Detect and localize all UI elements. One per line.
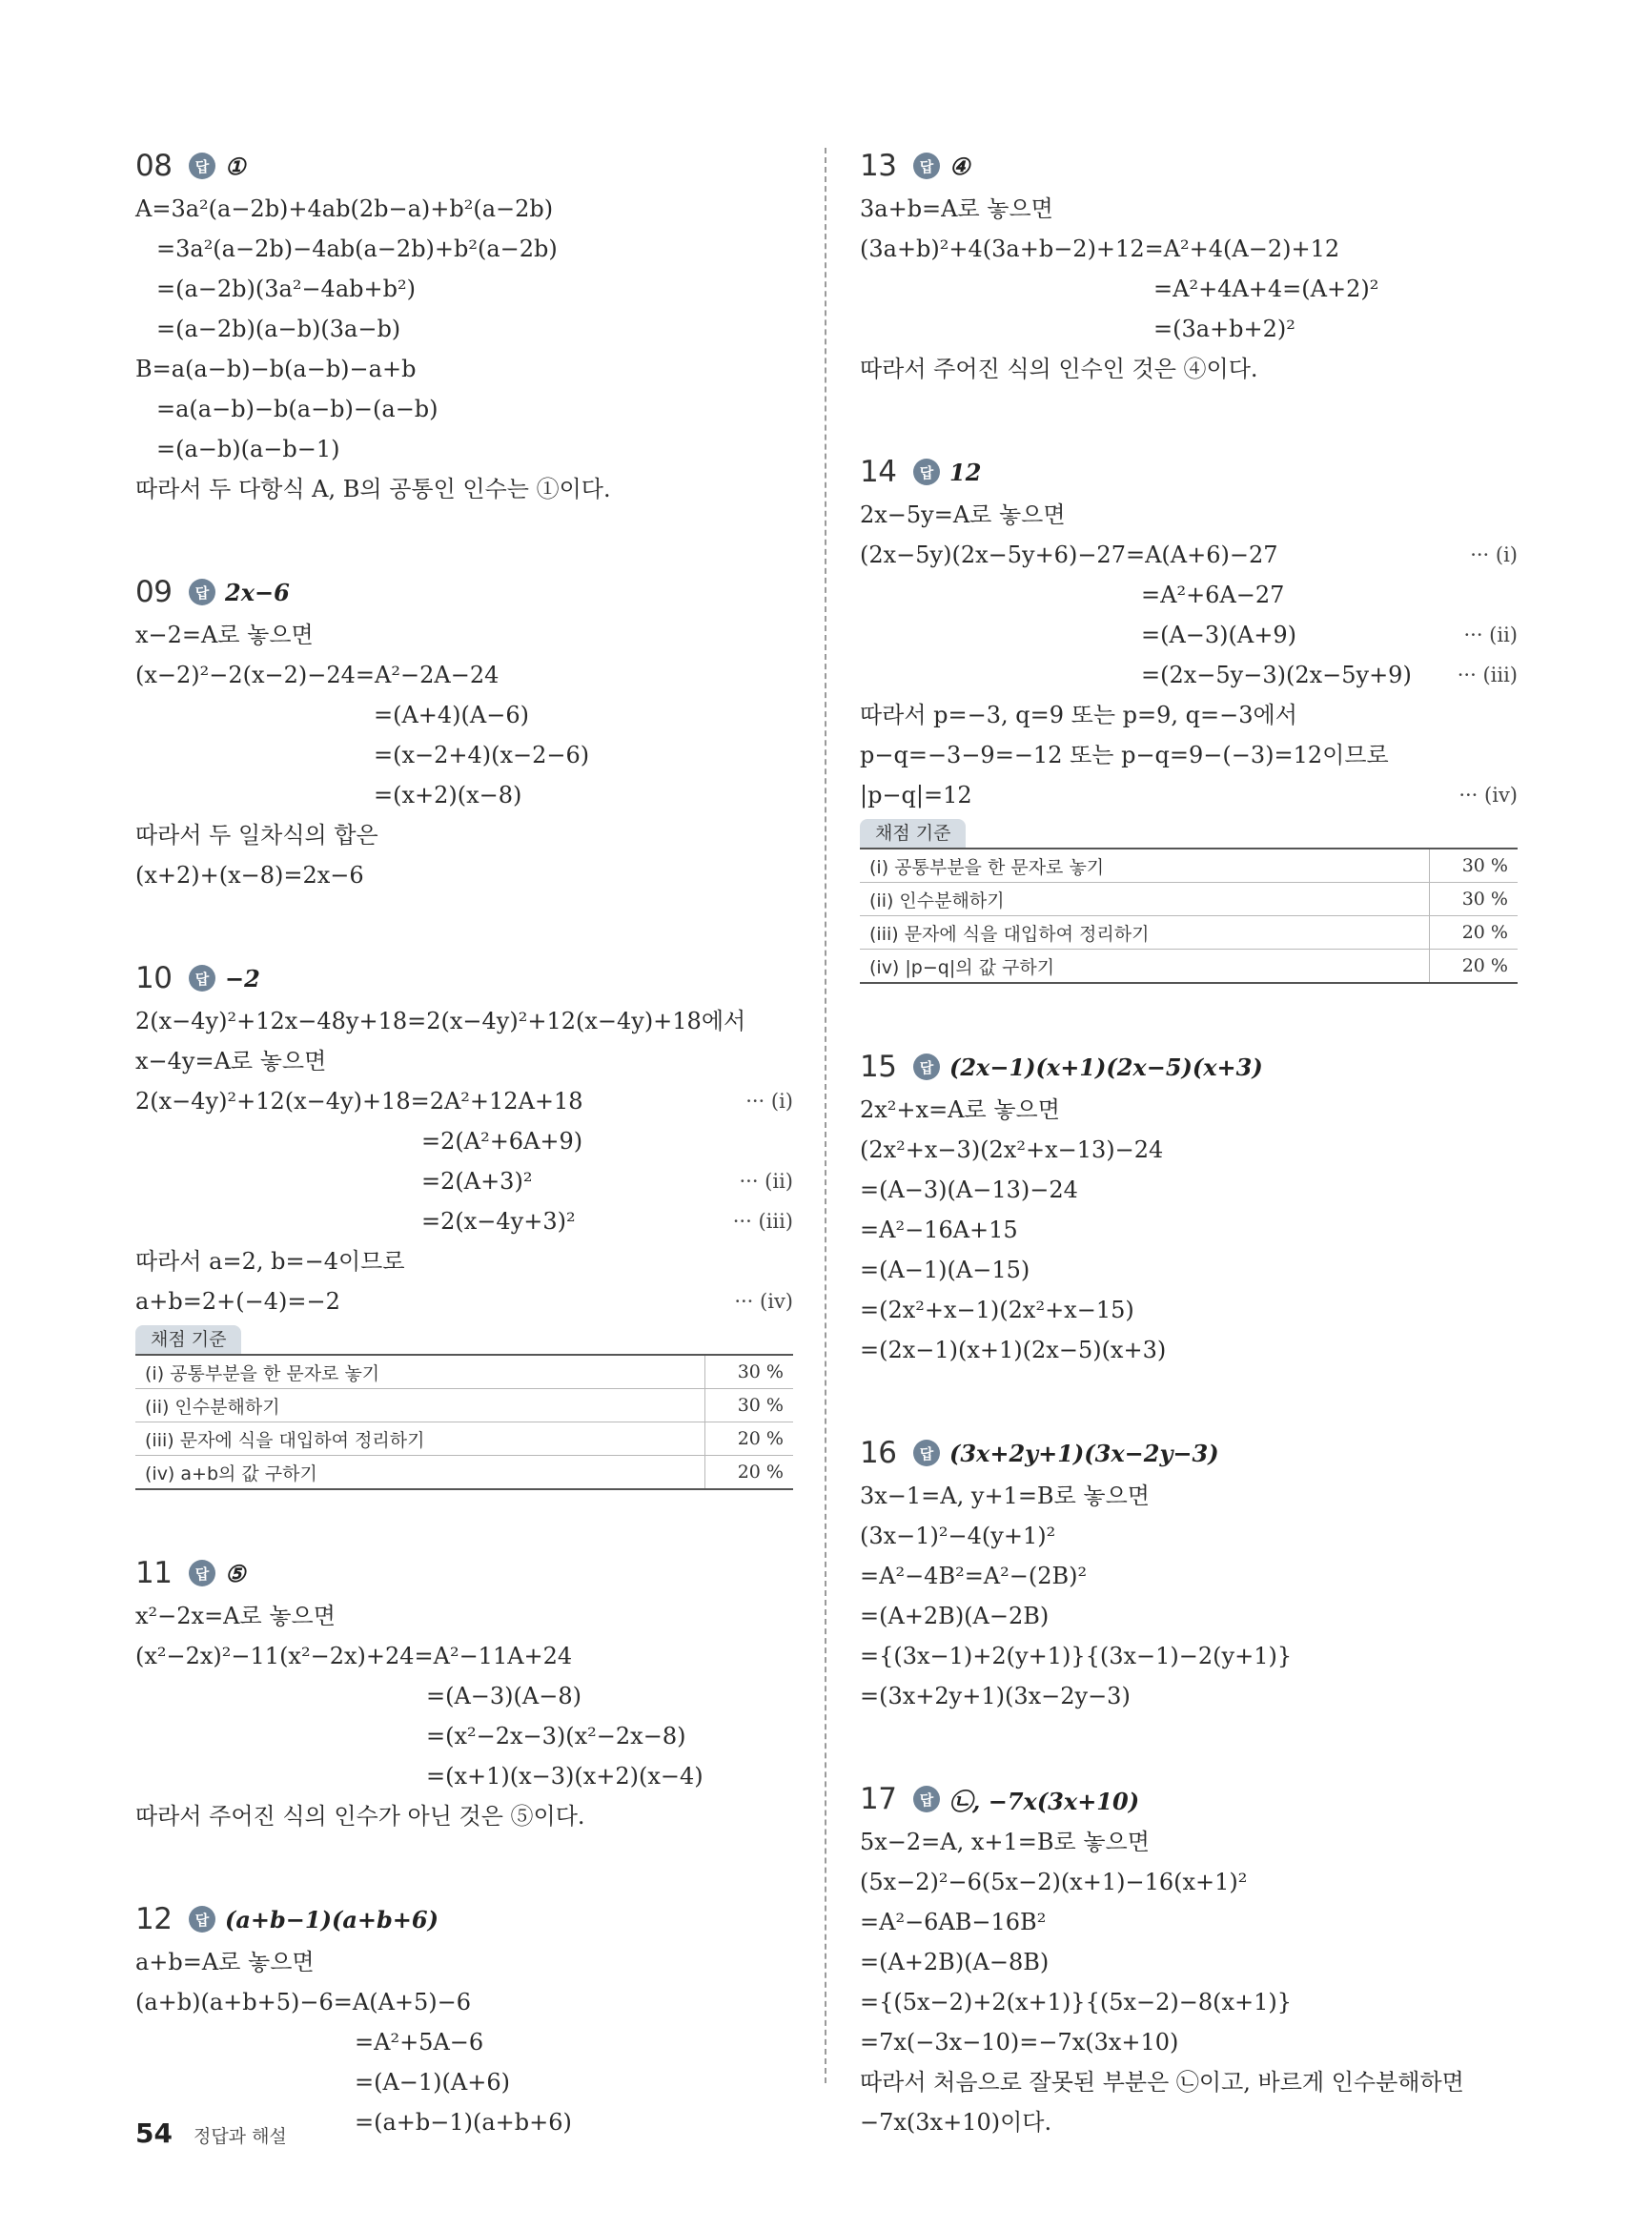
problem-header — [135, 955, 793, 1001]
solution-text: =(a+b−1)(a+b+6) — [355, 2109, 572, 2136]
solution-line — [860, 2062, 1518, 2102]
answer-text: (3x+2y+1)(3x−2y−3) — [949, 1439, 1219, 1467]
solution-text: |p−q|=12 — [860, 782, 972, 808]
problem-15 — [860, 1044, 1518, 1370]
solution-text: 3x−1=A, y+1=B로 놓으면 — [860, 1483, 1150, 1509]
step-marker: ··· (i) — [1470, 543, 1518, 566]
left-column — [135, 143, 793, 2142]
solution-text: =(2x²+x−1)(2x²+x−15) — [860, 1297, 1134, 1323]
answer-text: ④ — [949, 152, 970, 180]
solution-line — [860, 575, 1518, 615]
problem-header — [860, 449, 1518, 495]
solution-line — [135, 1636, 793, 1676]
criteria-row — [860, 883, 1518, 916]
solution-line — [860, 1676, 1518, 1716]
scoring-criteria — [860, 819, 1518, 984]
solution-text: =a(a−b)−b(a−b)−(a−b) — [156, 396, 438, 422]
solution-line — [135, 1676, 793, 1716]
solution-line — [135, 815, 793, 855]
answer-text: ㉡, −7x(3x+10) — [949, 1787, 1140, 1815]
solution-text: =2(x−4y+3)² — [421, 1208, 576, 1235]
solution-text: 2(x−4y)²+12x−48y+18=2(x−4y)²+12(x−4y)+18에서 — [135, 1008, 746, 1034]
problem-number: 11 — [135, 1556, 173, 1590]
solution-text: x−2=A로 놓으면 — [135, 622, 314, 648]
criteria-label: (i) 공통부분을 한 문자로 놓기 — [860, 849, 1430, 883]
solution-line — [135, 615, 793, 655]
solution-line — [135, 1796, 793, 1836]
solution-text: =(A−3)(A−13)−24 — [860, 1176, 1078, 1203]
solution-text: 따라서 두 다항식 A, B의 공통인 인수는 ①이다. — [135, 476, 611, 502]
problem-08 — [135, 143, 793, 509]
criteria-label: (iv) a+b의 값 구하기 — [135, 1456, 705, 1490]
criteria-score: 20 % — [1430, 916, 1519, 950]
answer-badge: 답 — [189, 965, 215, 992]
problem-number: 17 — [860, 1782, 897, 1816]
solution-text: (5x−2)²−6(5x−2)(x+1)−16(x+1)² — [860, 1869, 1248, 1895]
answer-badge: 답 — [913, 153, 940, 179]
solution-line — [860, 735, 1518, 775]
solution-line — [860, 1130, 1518, 1170]
solution-line — [860, 1862, 1518, 1902]
solution-line — [860, 1170, 1518, 1210]
criteria-label: (ii) 인수분해하기 — [860, 883, 1430, 916]
criteria-title: 채점 기준 — [135, 1325, 241, 1354]
solution-text: (2x−5y)(2x−5y+6)−27=A(A+6)−27 — [860, 542, 1278, 568]
solution-text: =(A−3)(A+9) — [1141, 622, 1296, 648]
answer-badge: 답 — [189, 1560, 215, 1586]
criteria-label: (iii) 문자에 식을 대입하여 정리하기 — [860, 916, 1430, 950]
criteria-row — [135, 1389, 793, 1422]
solution-text: (2x²+x−3)(2x²+x−13)−24 — [860, 1136, 1164, 1163]
criteria-row — [135, 1456, 793, 1490]
solution-text: =(x²−2x−3)(x²−2x−8) — [426, 1723, 686, 1749]
solution-line — [860, 1596, 1518, 1636]
solution-line — [860, 1210, 1518, 1250]
problem-gap — [860, 1716, 1518, 1776]
solution-line — [135, 735, 793, 775]
problem-gap — [135, 895, 793, 955]
solution-line — [860, 535, 1518, 575]
problem-header — [860, 1430, 1518, 1476]
solution-text: p−q=−3−9=−12 또는 p−q=9−(−3)=12이므로 — [860, 742, 1389, 768]
solution-text: =(A+2B)(A−2B) — [860, 1603, 1050, 1629]
solution-line — [860, 2102, 1518, 2142]
solution-text: (x−2)²−2(x−2)−24=A²−2A−24 — [135, 662, 500, 688]
criteria-score: 30 % — [1430, 883, 1519, 916]
problem-number: 10 — [135, 961, 173, 995]
solution-text: 따라서 p=−3, q=9 또는 p=9, q=−3에서 — [860, 702, 1297, 728]
page-number: 54 — [135, 2117, 173, 2149]
answer-badge: 답 — [913, 459, 940, 485]
footer-label: 정답과 해설 — [193, 2126, 287, 2147]
answer-text: ⑤ — [225, 1559, 246, 1587]
solution-text: =(x+2)(x−8) — [374, 782, 522, 808]
solution-text: 따라서 처음으로 잘못된 부분은 ㉡이고, 바르게 인수분해하면 — [860, 2069, 1464, 2096]
criteria-score: 30 % — [705, 1389, 794, 1422]
solution-text: =(A+2B)(A−8B) — [860, 1949, 1050, 1975]
criteria-row — [135, 1422, 793, 1456]
solution-text: 2(x−4y)²+12(x−4y)+18=2A²+12A+18 — [135, 1088, 583, 1115]
solution-text: 5x−2=A, x+1=B로 놓으면 — [860, 1829, 1150, 1855]
solution-line — [860, 1516, 1518, 1556]
right-column — [860, 143, 1518, 2142]
solution-line — [860, 615, 1518, 655]
solution-text: (3a+b)²+4(3a+b−2)+12=A²+4(A−2)+12 — [860, 235, 1340, 262]
solution-text: (a+b)(a+b+5)−6=A(A+5)−6 — [135, 1989, 472, 2015]
solution-text: =(3x+2y+1)(3x−2y−3) — [860, 1683, 1131, 1709]
solution-line — [135, 1942, 793, 1982]
answer-badge: 답 — [913, 1786, 940, 1812]
problem-number: 16 — [860, 1436, 897, 1470]
solution-text: =2(A²+6A+9) — [421, 1128, 583, 1155]
solution-line — [860, 349, 1518, 389]
solution-line — [135, 1041, 793, 1081]
solution-text: =(A−1)(A−15) — [860, 1257, 1030, 1283]
step-marker: ··· (iii) — [732, 1210, 793, 1233]
problem-number: 13 — [860, 149, 897, 183]
solution-text: =3a²(a−2b)−4ab(a−2b)+b²(a−2b) — [156, 235, 558, 262]
problem-number: 14 — [860, 455, 897, 489]
solution-text: =A²−6AB−16B² — [860, 1909, 1047, 1935]
solution-text: =(A−1)(A+6) — [355, 2069, 510, 2096]
solution-line — [135, 1716, 793, 1756]
step-marker: ··· (iv) — [1458, 784, 1518, 807]
solution-text: =A²+6A−27 — [1141, 582, 1285, 608]
solution-line — [135, 2062, 793, 2102]
problem-header — [860, 143, 1518, 189]
problem-16 — [860, 1430, 1518, 1716]
solution-text: 2x²+x=A로 놓으면 — [860, 1096, 1060, 1123]
criteria-title: 채점 기준 — [860, 819, 966, 848]
solution-line — [860, 1636, 1518, 1676]
solution-text: =A²+4A+4=(A+2)² — [1153, 276, 1379, 302]
page-footer — [135, 2117, 287, 2149]
criteria-score: 20 % — [705, 1422, 794, 1456]
solution-text: 따라서 a=2, b=−4이므로 — [135, 1248, 405, 1275]
solution-line — [135, 655, 793, 695]
problem-10 — [135, 955, 793, 1490]
problem-header — [135, 1896, 793, 1942]
solution-line — [135, 189, 793, 229]
problem-number: 15 — [860, 1050, 897, 1084]
solution-line — [135, 349, 793, 389]
solution-text: B=a(a−b)−b(a−b)−a+b — [135, 356, 417, 382]
criteria-score: 30 % — [705, 1355, 794, 1389]
criteria-table — [860, 848, 1518, 984]
answer-badge: 답 — [189, 1906, 215, 1933]
problem-gap — [860, 1370, 1518, 1430]
solution-line — [860, 1942, 1518, 1982]
solution-text: 3a+b=A로 놓으면 — [860, 195, 1053, 222]
solution-line — [135, 1281, 793, 1321]
solution-text: =(A+4)(A−6) — [374, 702, 529, 728]
problem-gap — [860, 389, 1518, 449]
criteria-score: 20 % — [1430, 950, 1519, 984]
solution-line — [135, 1081, 793, 1121]
solution-line — [135, 1121, 793, 1161]
solution-line — [135, 1756, 793, 1796]
answer-badge: 답 — [913, 1440, 940, 1466]
solution-text: ={(3x−1)+2(y+1)}{(3x−1)−2(y+1)} — [860, 1643, 1293, 1669]
step-marker: ··· (ii) — [739, 1170, 793, 1193]
problem-number: 12 — [135, 1902, 173, 1936]
solution-line — [135, 1596, 793, 1636]
problem-09 — [135, 569, 793, 895]
solution-text: ={(5x−2)+2(x+1)}{(5x−2)−8(x+1)} — [860, 1989, 1293, 2015]
answer-badge: 답 — [913, 1054, 940, 1080]
criteria-row — [860, 916, 1518, 950]
problem-header — [860, 1776, 1518, 1822]
criteria-label: (ii) 인수분해하기 — [135, 1389, 705, 1422]
solution-text: =A²−4B²=A²−(2B)² — [860, 1563, 1088, 1589]
criteria-table — [135, 1354, 793, 1490]
solution-text: x²−2x=A로 놓으면 — [135, 1603, 336, 1629]
solution-text: =(a−2b)(a−b)(3a−b) — [156, 316, 401, 342]
solution-text: (x²−2x)²−11(x²−2x)+24=A²−11A+24 — [135, 1643, 573, 1669]
step-marker: ··· (i) — [745, 1090, 793, 1113]
problem-13 — [860, 143, 1518, 389]
criteria-label: (iv) |p−q|의 값 구하기 — [860, 950, 1430, 984]
solution-line — [135, 855, 793, 895]
solution-line — [860, 229, 1518, 269]
problem-number: 08 — [135, 149, 173, 183]
solution-line — [860, 1330, 1518, 1370]
answer-badge: 답 — [189, 579, 215, 605]
problem-gap — [135, 1836, 793, 1896]
criteria-row — [860, 849, 1518, 883]
solution-text: =(a−b)(a−b−1) — [156, 436, 340, 462]
problem-header — [135, 569, 793, 615]
solution-text: =(2x−5y−3)(2x−5y+9) — [1141, 662, 1412, 688]
solution-line — [860, 309, 1518, 349]
solution-line — [135, 389, 793, 429]
solution-line — [135, 429, 793, 469]
solution-line — [860, 2022, 1518, 2062]
solution-line — [135, 1241, 793, 1281]
scoring-criteria — [135, 1325, 793, 1490]
solution-line — [135, 1161, 793, 1201]
solution-line — [860, 1476, 1518, 1516]
solution-line — [135, 469, 793, 509]
solution-line — [135, 1001, 793, 1041]
problem-header — [135, 1550, 793, 1596]
solution-text: =(a−2b)(3a²−4ab+b²) — [156, 276, 416, 302]
solution-line — [135, 775, 793, 815]
answer-text: ① — [225, 152, 246, 180]
solution-text: a+b=A로 놓으면 — [135, 1949, 315, 1975]
solution-line — [860, 269, 1518, 309]
criteria-row — [860, 950, 1518, 984]
solution-line — [860, 1902, 1518, 1942]
solution-line — [860, 1290, 1518, 1330]
solution-text: 따라서 주어진 식의 인수인 것은 ④이다. — [860, 356, 1258, 382]
solution-line — [860, 655, 1518, 695]
criteria-label: (iii) 문자에 식을 대입하여 정리하기 — [135, 1422, 705, 1456]
solution-line — [135, 1201, 793, 1241]
criteria-row — [135, 1355, 793, 1389]
criteria-score: 20 % — [705, 1456, 794, 1490]
solution-text: =7x(−3x−10)=−7x(3x+10) — [860, 2029, 1179, 2056]
answer-text: −2 — [225, 964, 260, 992]
solution-line — [860, 1822, 1518, 1862]
solution-text: A=3a²(a−2b)+4ab(2b−a)+b²(a−2b) — [135, 195, 554, 222]
problem-header — [135, 143, 793, 189]
step-marker: ··· (iii) — [1457, 664, 1518, 686]
problem-gap — [135, 1490, 793, 1550]
solution-text: 따라서 주어진 식의 인수가 아닌 것은 ⑤이다. — [135, 1803, 585, 1830]
step-marker: ··· (ii) — [1463, 624, 1518, 646]
solution-line — [860, 495, 1518, 535]
solution-text: =2(A+3)² — [421, 1168, 533, 1195]
problem-14 — [860, 449, 1518, 984]
column-divider — [825, 148, 826, 2083]
solution-line — [135, 1982, 793, 2022]
problem-gap — [135, 509, 793, 569]
solution-line — [860, 189, 1518, 229]
solution-text: (3x−1)²−4(y+1)² — [860, 1523, 1056, 1549]
problem-gap — [860, 984, 1518, 1044]
solution-text: (x+2)+(x−8)=2x−6 — [135, 862, 364, 889]
problem-header — [860, 1044, 1518, 1090]
solution-line — [860, 1556, 1518, 1596]
solution-text: =(3a+b+2)² — [1153, 316, 1295, 342]
solution-text: 따라서 두 일차식의 합은 — [135, 822, 378, 849]
solution-text: a+b=2+(−4)=−2 — [135, 1288, 340, 1315]
step-marker: ··· (iv) — [734, 1290, 793, 1313]
problem-11 — [135, 1550, 793, 1836]
solution-text: x−4y=A로 놓으면 — [135, 1048, 327, 1074]
criteria-label: (i) 공통부분을 한 문자로 놓기 — [135, 1355, 705, 1389]
solution-line — [135, 309, 793, 349]
solution-line — [860, 775, 1518, 815]
answer-badge: 답 — [189, 153, 215, 179]
solution-line — [135, 695, 793, 735]
problem-17 — [860, 1776, 1518, 2142]
solution-text: =(A−3)(A−8) — [426, 1683, 581, 1709]
answer-text: 2x−6 — [225, 578, 290, 606]
problem-number: 09 — [135, 575, 173, 609]
solution-text: =(x+1)(x−3)(x+2)(x−4) — [426, 1763, 704, 1790]
answer-text: (a+b−1)(a+b+6) — [225, 1905, 438, 1933]
solution-text: −7x(3x+10)이다. — [860, 2109, 1052, 2136]
solution-line — [860, 1090, 1518, 1130]
solution-text: =A²+5A−6 — [355, 2029, 484, 2056]
solution-text: =(x−2+4)(x−2−6) — [374, 742, 590, 768]
solution-text: =(2x−1)(x+1)(2x−5)(x+3) — [860, 1337, 1167, 1363]
solution-text: 2x−5y=A로 놓으면 — [860, 501, 1066, 528]
solution-line — [135, 269, 793, 309]
solution-text: =A²−16A+15 — [860, 1217, 1018, 1243]
criteria-score: 30 % — [1430, 849, 1519, 883]
solution-line — [860, 1250, 1518, 1290]
answer-text: (2x−1)(x+1)(2x−5)(x+3) — [949, 1053, 1263, 1081]
answer-text: 12 — [949, 458, 982, 486]
solution-line — [860, 695, 1518, 735]
problem-12 — [135, 1896, 793, 2142]
solution-line — [860, 1982, 1518, 2022]
solution-line — [135, 2022, 793, 2062]
solution-line — [135, 229, 793, 269]
